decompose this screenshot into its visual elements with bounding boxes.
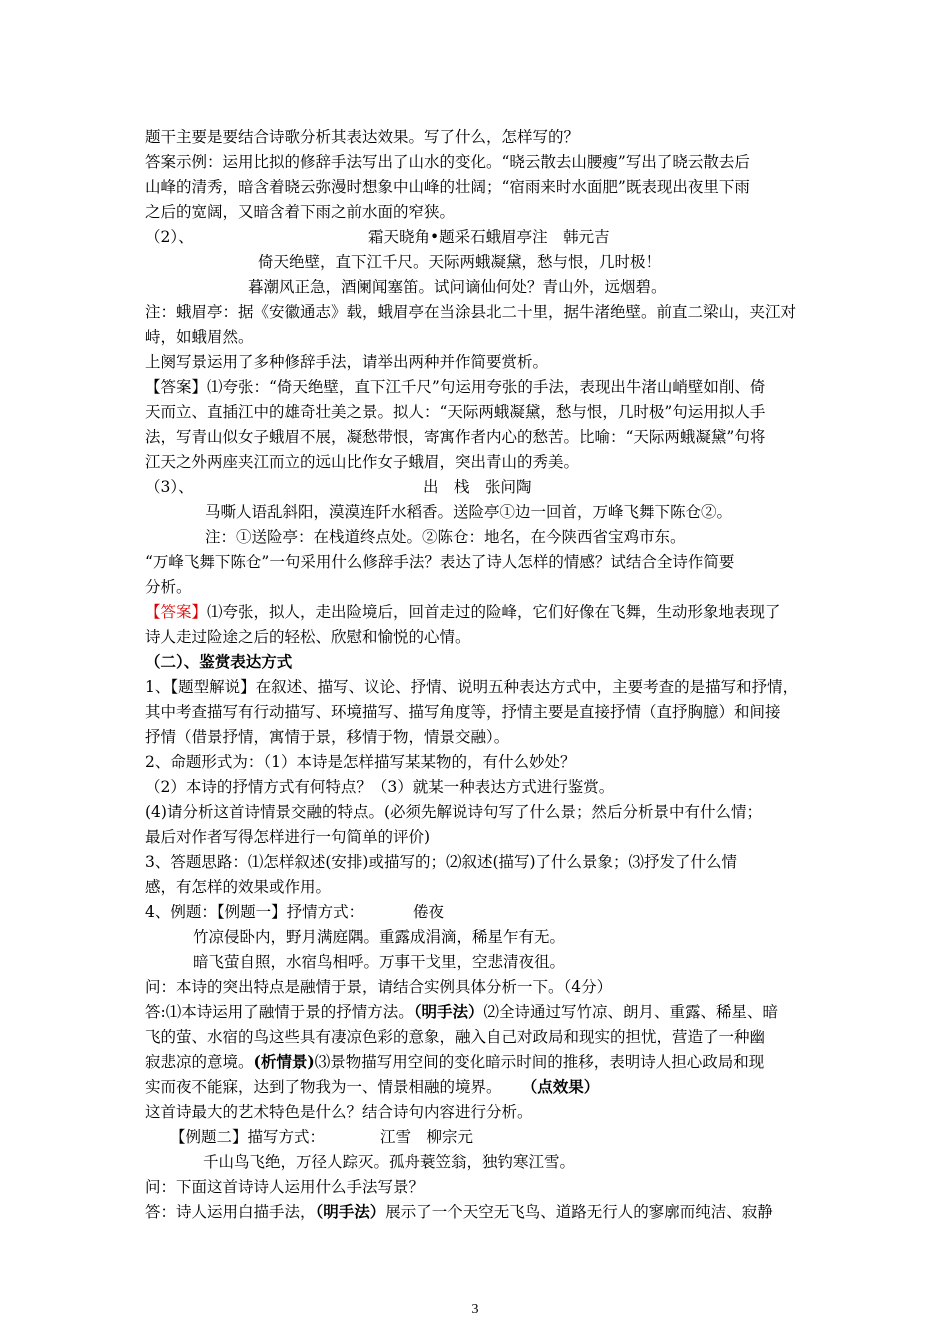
poem-title: 霜天晓角•题采石蛾眉亭注 韩元吉 bbox=[368, 228, 610, 246]
text-line: “万峰飞舞下陈仓”一句采用什么修辞手法？表达了诗人怎样的情感？试结合全诗作简要 bbox=[145, 553, 735, 571]
text-line: 2、命题形式为：（1）本诗是怎样描写某某物的，有什么妙处？ bbox=[145, 753, 576, 771]
method-tag: (析情景) bbox=[253, 1052, 315, 1071]
text-line: 注：蛾眉亭：据《安徽通志》载，蛾眉亭在当涂县北二十里，据牛渚绝壁。前直二梁山，夹江对 bbox=[145, 303, 797, 321]
poem-line: 马嘶人语乱斜阳，漠漠连阡水稻香。送险亭①边一回首，万峰飞舞下陈仓②。 bbox=[205, 503, 733, 521]
example-label: 4、例题：【例题一】抒情方式： bbox=[145, 903, 365, 921]
text-line: 飞的萤、水宿的鸟这些具有凄凉色彩的意象，融入自己对政局和现实的担忧，营造了一种幽 bbox=[145, 1028, 766, 1046]
text-line: 诗人走过险途之后的轻松、欣慰和愉悦的心情。 bbox=[145, 628, 471, 646]
text-line: 题干主要是要结合诗歌分析其表达效果。写了什么，怎样写的？ bbox=[145, 128, 580, 146]
method-tag: （明手法） bbox=[413, 1002, 484, 1021]
text-line: 1、【题型解说】在叙述、描写、议论、抒情、说明五种表达方式中，主要考查的是描写和抒情， bbox=[145, 678, 799, 696]
question-line: 这首诗最大的艺术特色是什么？结合诗句内容进行分析。 bbox=[145, 1103, 533, 1121]
page-number: 3 bbox=[471, 1302, 479, 1317]
answer-line: 【答案】⑴夸张：“倚天绝壁，直下江千尺”句运用夸张的手法，表现出牛渚山峭壁如削、倚 bbox=[145, 378, 766, 396]
poem-line: 竹凉侵卧内，野月满庭隅。重露成涓滴，稀星乍有无。 bbox=[193, 928, 566, 946]
text-line: 山峰的清秀，暗含着晓云弥漫时想象中山峰的壮阔；“宿雨来时水面肥”既表现出夜里下雨 bbox=[145, 178, 750, 196]
text-line: 江天之外两座夹江而立的远山比作女子蛾眉，突出青山的秀美。 bbox=[145, 453, 580, 471]
text-line: 抒情（借景抒情，寓情于景，移情于物，情景交融）。 bbox=[145, 728, 510, 746]
text-line: 法，写青山似女子蛾眉不展，凝愁带恨，寄寓作者内心的愁苦。比喻：“天际两蛾凝黛”句将 bbox=[145, 428, 766, 446]
example-heading-2 bbox=[170, 1126, 474, 1148]
text-line: 最后对作者写得怎样进行一句简单的评价) bbox=[145, 828, 431, 846]
poem-title: 倦夜 bbox=[413, 903, 445, 921]
answer-text: 答:⑴本诗运用了融情于景的抒情方法。 bbox=[145, 1003, 414, 1021]
answer-text: 答：诗人运用白描手法， bbox=[145, 1203, 316, 1221]
poem-line: 千山鸟飞绝，万径人踪灭。孤舟蓑笠翁，独钓寒江雪。 bbox=[203, 1153, 576, 1171]
answer-text: ⑴夸张，拟人，走出险境后，回首走过的险峰，它们好像在飞舞，生动形象地表现了 bbox=[207, 603, 781, 621]
text-line: 其中考查描写有行动描写、环境描写、描写角度等，抒情主要是直接抒情（直抒胸臆）和间接 bbox=[145, 703, 781, 721]
poem-title: 出 栈 张问陶 bbox=[423, 478, 532, 496]
method-tag: （点效果） bbox=[529, 1077, 600, 1096]
text-line: (4)请分析这首诗情景交融的特点。(必须先解说诗句写了什么景；然后分析景中有什么情； bbox=[145, 803, 763, 821]
text-line: 答案示例：运用比拟的修辞手法写出了山水的变化。“晓云散去山腰瘦”写出了晓云散去后 bbox=[145, 153, 750, 171]
poem-heading-2 bbox=[145, 226, 610, 248]
example-heading-1 bbox=[145, 901, 445, 923]
answer-text: 实而夜不能寐，达到了物我为一、情景相融的境界。 bbox=[145, 1078, 502, 1096]
answer-line bbox=[145, 1076, 599, 1098]
answer-line bbox=[145, 1051, 764, 1073]
text-line: 上阕写景运用了多种修辞手法，请举出两种并作简要赏析。 bbox=[145, 353, 549, 371]
example-label: 【例题二】描写方式： bbox=[170, 1128, 326, 1146]
poem-heading-3 bbox=[145, 476, 532, 498]
answer-text: ⑵全诗通过写竹凉、朗月、重露、稀星、暗 bbox=[483, 1003, 779, 1021]
question-line: 问：下面这首诗诗人运用什么手法写景？ bbox=[145, 1178, 425, 1196]
answer-line bbox=[145, 1201, 773, 1223]
answer-line bbox=[145, 1001, 778, 1023]
method-tag: （明手法） bbox=[315, 1202, 386, 1221]
text-line: 峙，如蛾眉然。 bbox=[145, 328, 254, 346]
text-line: 天而立、直插江中的雄奇壮美之景。拟人：“天际两蛾凝黛，愁与恨，几时极”句运用拟人手 bbox=[145, 403, 766, 421]
poem-line: 暮潮风正急，酒阑闻塞笛。试问谪仙何处？青山外，远烟碧。 bbox=[248, 278, 667, 296]
poem-title: 江雪 柳宗元 bbox=[380, 1128, 474, 1146]
poem-line: 倚天绝壁，直下江千尺。天际两蛾凝黛，愁与恨，几时极！ bbox=[258, 253, 662, 271]
note-line: 注：①送险亭：在栈道终点处。②陈仓：地名，在今陕西省宝鸡市东。 bbox=[205, 528, 686, 546]
answer-text: 展示了一个天空无飞鸟、道路无行人的寥廓而纯洁、寂静 bbox=[385, 1203, 773, 1221]
item-number: （3）、 bbox=[145, 478, 194, 496]
section-heading: （二）、鉴赏表达方式 bbox=[145, 652, 293, 671]
answer-label: 【答案】 bbox=[145, 603, 208, 621]
text-line: （2）本诗的抒情方式有何特点？（3）就某一种表达方式进行鉴赏。 bbox=[145, 778, 615, 796]
answer-text: 寂悲凉的意境。 bbox=[145, 1053, 254, 1071]
item-number: （2）、 bbox=[145, 228, 194, 246]
text-line: 分析。 bbox=[145, 578, 192, 596]
poem-line: 暗飞萤自照，水宿鸟相呼。万事干戈里，空悲清夜徂。 bbox=[193, 953, 566, 971]
text-line: 感，有怎样的效果或作用。 bbox=[145, 878, 332, 896]
answer-text: ⑶景物描写用空间的变化暗示时间的推移，表明诗人担心政局和现 bbox=[314, 1053, 765, 1071]
question-line: 问：本诗的突出特点是融情于景，请结合实例具体分析一下。（4分） bbox=[145, 978, 613, 996]
text-line: 之后的宽阔，又暗含着下雨之前水面的窄狭。 bbox=[145, 203, 456, 221]
answer-line bbox=[145, 601, 781, 623]
text-line: 3、答题思路：⑴怎样叙述(安排)或描写的；⑵叙述(描写)了什么景象；⑶抒发了什么情 bbox=[145, 853, 738, 871]
